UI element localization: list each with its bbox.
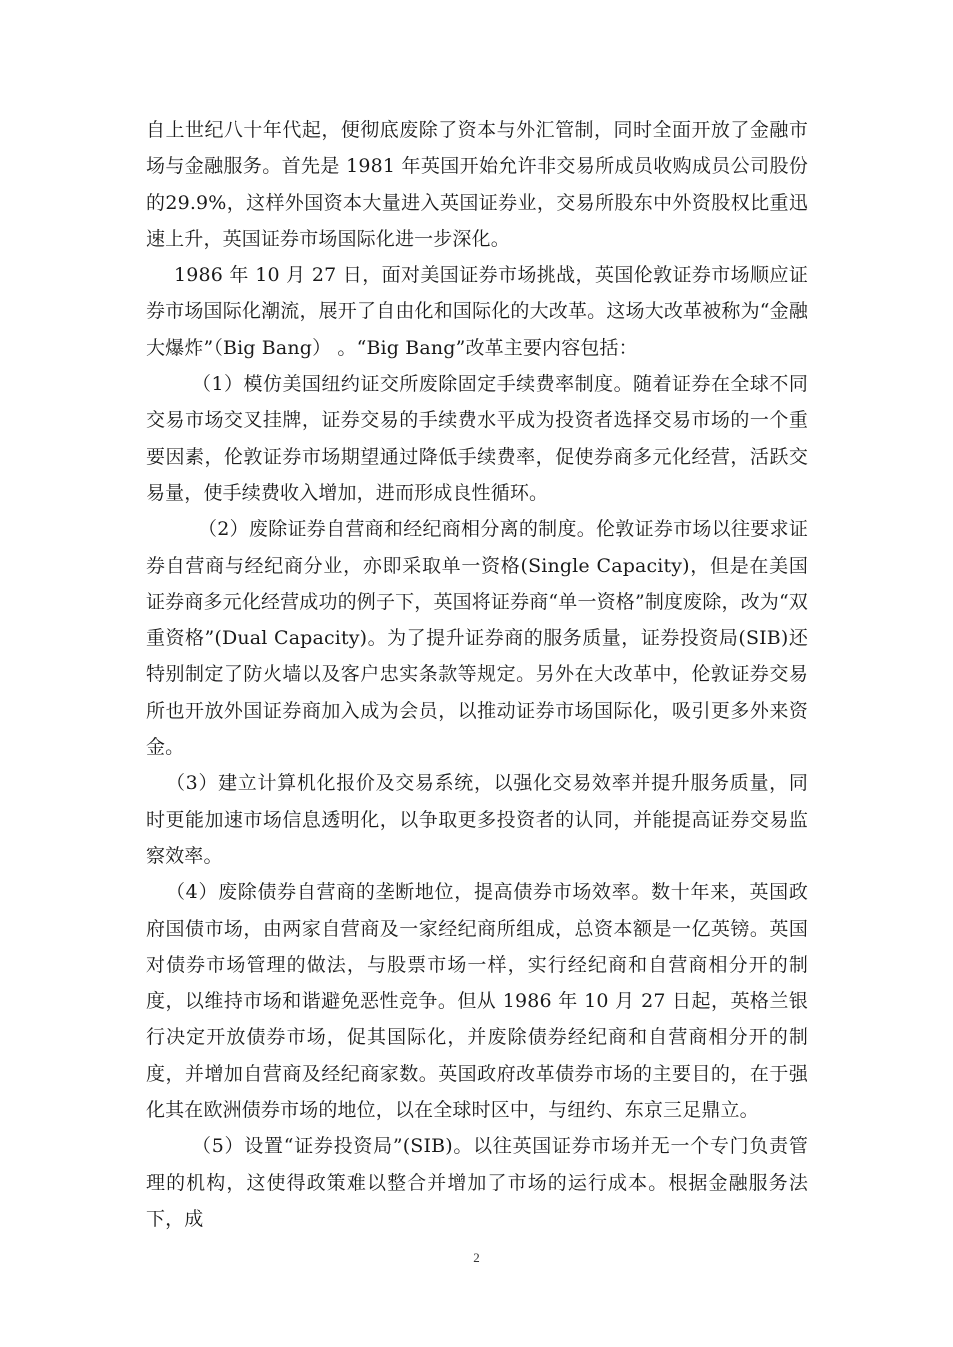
paragraph-item-5: （5）设置“证券投资局”(SIB)。以往英国证券市场并无一个专门负责管理的机构，这使得政策难以整合并增加了市场的运行成本。根据金融服务法下，成 bbox=[146, 1135, 808, 1230]
paragraph-big-bang-intro: 1986 年 10 月 27 日，面对美国证券市场挑战，英国伦敦证券市场顺应证券市场国际化潮流，展开了自由化和国际化的大改革。这场大改革被称为“金融大爆炸”（Big Bang） 。“Big Bang”改革主要内容包括： bbox=[146, 264, 808, 359]
page-number: 2 bbox=[473, 1250, 480, 1265]
paragraph-item-1: （1）模仿美国纽约证交所废除固定手续费率制度。随着证券在全球不同交易市场交叉挂牌，证券交易的手续费水平成为投资者选择交易市场的一个重要因素，伦敦证券市场期望通过降低手续费率，促使券商多元化经营，活跃交易量，使手续费收入增加，进而形成良性循环。 bbox=[146, 373, 808, 504]
paragraph-item-2: （2）废除证券自营商和经纪商相分离的制度。伦敦证券市场以往要求证券自营商与经纪商分业，亦即采取单一资格(Single Capacity)，但是在美国证券商多元化经营成功的例子下，英国将证券商“单一资格”制度废除，改为“双重资格”(Dual Capacity)。为了提升证券商的服务质量，证券投资局(SIB)还特别制定了防火墙以及客户忠实条款等规定。另外在大改革中，伦敦证券交易所也开放外国证券商加入成为会员，以推动证券市场国际化，吸引更多外来资金。 bbox=[146, 518, 808, 759]
paragraph-item-4: （4）废除债券自营商的垄断地位，提高债券市场效率。数十年来，英国政府国债市场，由两家自营商及一家经纪商所组成，总资本额是一亿英镑。英国对债券市场管理的做法，与股票市场一样，实行经纪商和自营商相分开的制度，以维持市场和谐避免恶性竞争。但从 1986 年 10 月 27 日起，英格兰银行决定开放债券市场，促其国际化，并废除债券经纪商和自营商相分开的制度，并增加自营商及经纪商家数。英国政府改革债券市场的主要目的，在于强化其在欧洲债券市场的地位，以在全球时区中，与纽约、东京三足鼎立。 bbox=[146, 881, 808, 1122]
body-text bbox=[146, 112, 808, 1237]
paragraph-capital-control: 自上世纪八十年代起，便彻底废除了资本与外汇管制，同时全面开放了金融市场与金融服务。首先是 1981 年英国开始允许非交易所成员收购成员公司股份的29.9%，这样外国资本大量进入英国证券业，交易所股东中外资股权比重迅速上升，英国证券市场国际化进一步深化。 bbox=[146, 119, 808, 250]
paragraph-item-3: （3）建立计算机化报价及交易系统，以强化交易效率并提升服务质量，同时更能加速市场信息透明化，以争取更多投资者的认同，并能提高证券交易监察效率。 bbox=[146, 772, 808, 867]
